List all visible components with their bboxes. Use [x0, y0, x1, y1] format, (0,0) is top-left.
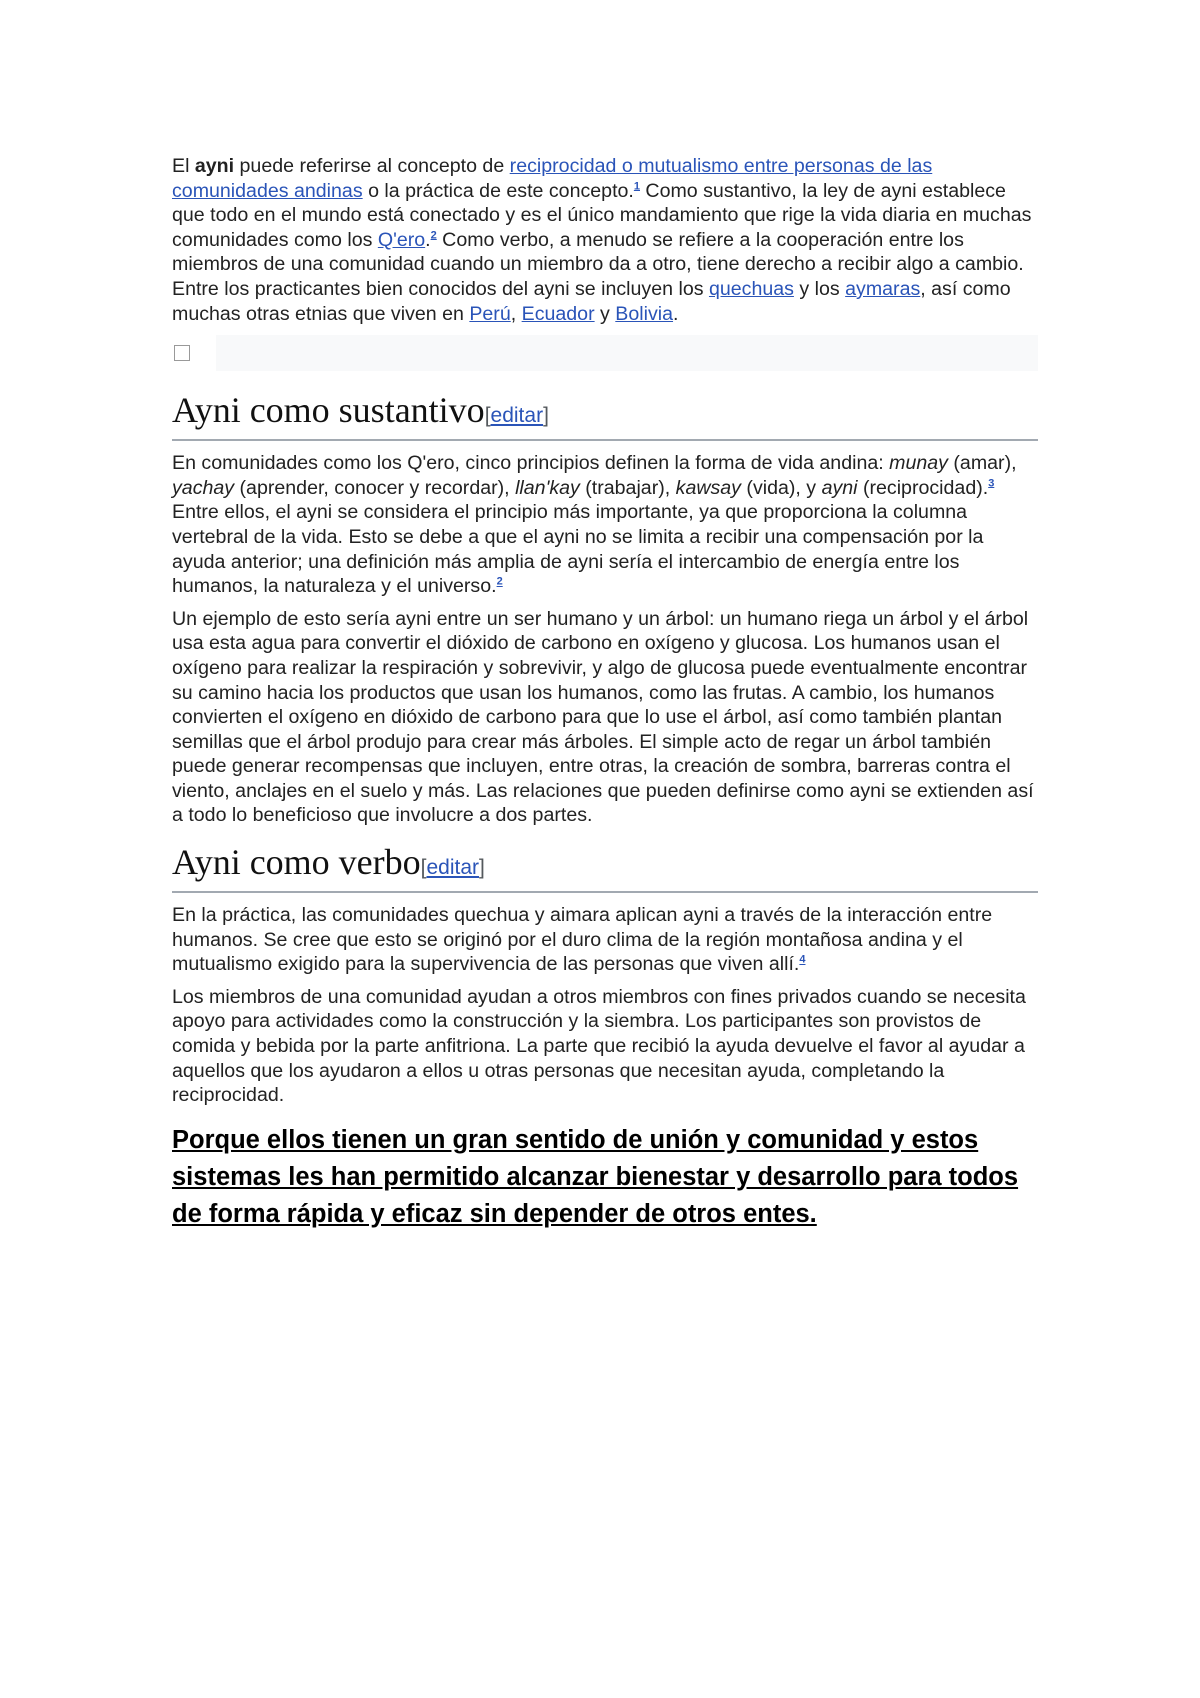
intro-text: . — [673, 302, 679, 325]
link-bolivia[interactable]: Bolivia — [615, 302, 674, 325]
intro-text: , así como muchas otras etnias que viven en — [172, 277, 1011, 325]
intro-text: o la práctica de este concepto. — [362, 179, 634, 202]
conclusion-statement: Porque ellos tienen un gran sentido de unión y comunidad y estos sistemas les han permitido alcanzar bienestar y desarrollo para todos de forma rápida y eficaz sin depender de otros entes. — [172, 1125, 1019, 1228]
paragraph-ejemplo-arbol: Un ejemplo de esto sería ayni entre un ser humano y un árbol: un humano riega un árbol y el árbol usa esta agua para convertir el dióxido de carbono en oxígeno y glucosa. Los humanos usan el oxígeno para realizar la respiración y sobrevivir, y algo de glucosa puede eventualmente encontrar su camino hacia los productos que usan los humanos, como las frutas. A cambio, los humanos convierten el oxígeno en dióxido de carbono para que lo use el árbol, así como también plantan semillas que el árbol produjo para crear más árboles. El simple acto de regar un árbol también puede generar recompensas que incluyen, entre otras, la creación de sombra, barreras contra el viento, anclajes en el suelo y más. Las relaciones que pueden definirse como ayni se extienden así a todo lo beneficioso que involucre a dos partes. — [172, 607, 1034, 827]
edit-section — [485, 404, 549, 427]
paragraph-miembros: Los miembros de una comunidad ayudan a otros miembros con fines privados cuando se necesita apoyo para actividades como la construcción y la siembra. Los participantes son provistos de comida y bebida por la parte anfitriona. La parte que recibió la ayuda devuelve el favor al ayudar a aquellos que los ayudaron a ellos u otras personas que necesitan ayuda, completando la reciprocidad. — [172, 985, 1026, 1107]
toc-row — [172, 334, 1038, 372]
intro-text: y — [594, 302, 616, 325]
intro-text: , — [510, 302, 522, 325]
body-text: Entre ellos, el ayni se considera el principio más importante, ya que proporciona la columna vertebral de la vida. Esto se debe a que el ayni no se limita a recibir una compensación por la ayuda anterior; una definición más amplia de ayni sería el intercambio de energía entre los humanos, la naturaleza y el universo. — [172, 501, 984, 598]
edit-section — [421, 856, 485, 879]
footnote-link[interactable]: 3 — [988, 477, 995, 490]
paragraph-principios — [172, 451, 1038, 599]
link-peru[interactable]: Perú — [469, 302, 511, 325]
footnote-link[interactable]: 2 — [496, 575, 503, 588]
intro-text: Como sustantivo, la ley de ayni establece que todo en el mundo está conectado y es el único mandamiento que rige la vida diaria en muchas comunidades como los — [172, 179, 1032, 251]
footnote-link[interactable]: 4 — [799, 953, 806, 966]
bracket: ] — [479, 856, 485, 880]
heading-text: Ayni como verbo — [172, 842, 421, 883]
section-heading-sustantivo — [172, 390, 1038, 441]
term-kawsay: kawsay — [675, 476, 741, 499]
body-text: En la práctica, las comunidades quechua y aimara aplican ayni a través de la interacción entre humanos. Se cree que esto se originó por el duro clima de la región montañosa andina y el mutualismo exigido para la supervivencia de las personas que viven allí. — [172, 904, 993, 976]
footnote-link[interactable]: 1 — [633, 180, 640, 193]
intro-text: Como verbo, a menudo se refiere a la cooperación entre los miembros de una comunidad cuando un miembro da a otro, tiene derecho a recibir algo a cambio. Entre los practicantes bien conocidos del ayni se incluyen los — [172, 228, 1024, 300]
paragraph-practica — [172, 903, 1038, 977]
section-heading-verbo — [172, 842, 1038, 893]
intro-text: El — [172, 155, 195, 177]
term-llankay: llan'kay — [515, 476, 580, 499]
heading-text: Ayni como sustantivo — [172, 390, 485, 431]
term-yachay: yachay — [172, 476, 235, 499]
link-quechuas[interactable]: quechuas — [708, 277, 794, 300]
term-ayni-italic: ayni — [821, 476, 858, 499]
body-text: (aprender, conocer y recordar), — [234, 476, 516, 499]
toc-checkbox[interactable] — [174, 345, 190, 361]
bracket: [ — [484, 404, 491, 428]
body-text: (reciprocidad). — [857, 476, 989, 499]
body-text: (trabajar), — [579, 476, 676, 499]
article-body — [172, 154, 1038, 1233]
intro-text: puede referirse al concepto de — [234, 155, 510, 177]
body-text: En comunidades como los Q'ero, cinco principios definen la forma de vida andina: — [172, 452, 890, 475]
link-reciprocidad[interactable]: reciprocidad o mutualismo entre personas de las comunidades andinas — [172, 155, 933, 202]
toc-box — [216, 335, 1038, 371]
intro-text: . — [425, 228, 431, 251]
bracket: ] — [543, 404, 549, 428]
bracket: [ — [420, 856, 427, 880]
body-text: (vida), y — [740, 476, 822, 499]
link-ecuador[interactable]: Ecuador — [521, 302, 595, 325]
intro-paragraph — [172, 154, 1038, 326]
edit-link-verbo[interactable]: editar — [426, 856, 480, 880]
footnote-ref-2b[interactable] — [497, 576, 503, 588]
edit-link-sustantivo[interactable]: editar — [490, 404, 544, 428]
footnote-ref-3[interactable] — [988, 477, 994, 489]
term-munay: munay — [889, 452, 948, 475]
intro-text: y los — [793, 277, 846, 300]
footnote-ref-4[interactable] — [799, 954, 805, 966]
link-aymaras[interactable]: aymaras — [845, 277, 921, 300]
body-text: (amar), — [947, 452, 1017, 475]
link-qero[interactable]: Q'ero — [377, 228, 426, 251]
footnote-link[interactable]: 2 — [430, 229, 437, 242]
term-ayni: ayni — [194, 155, 235, 177]
